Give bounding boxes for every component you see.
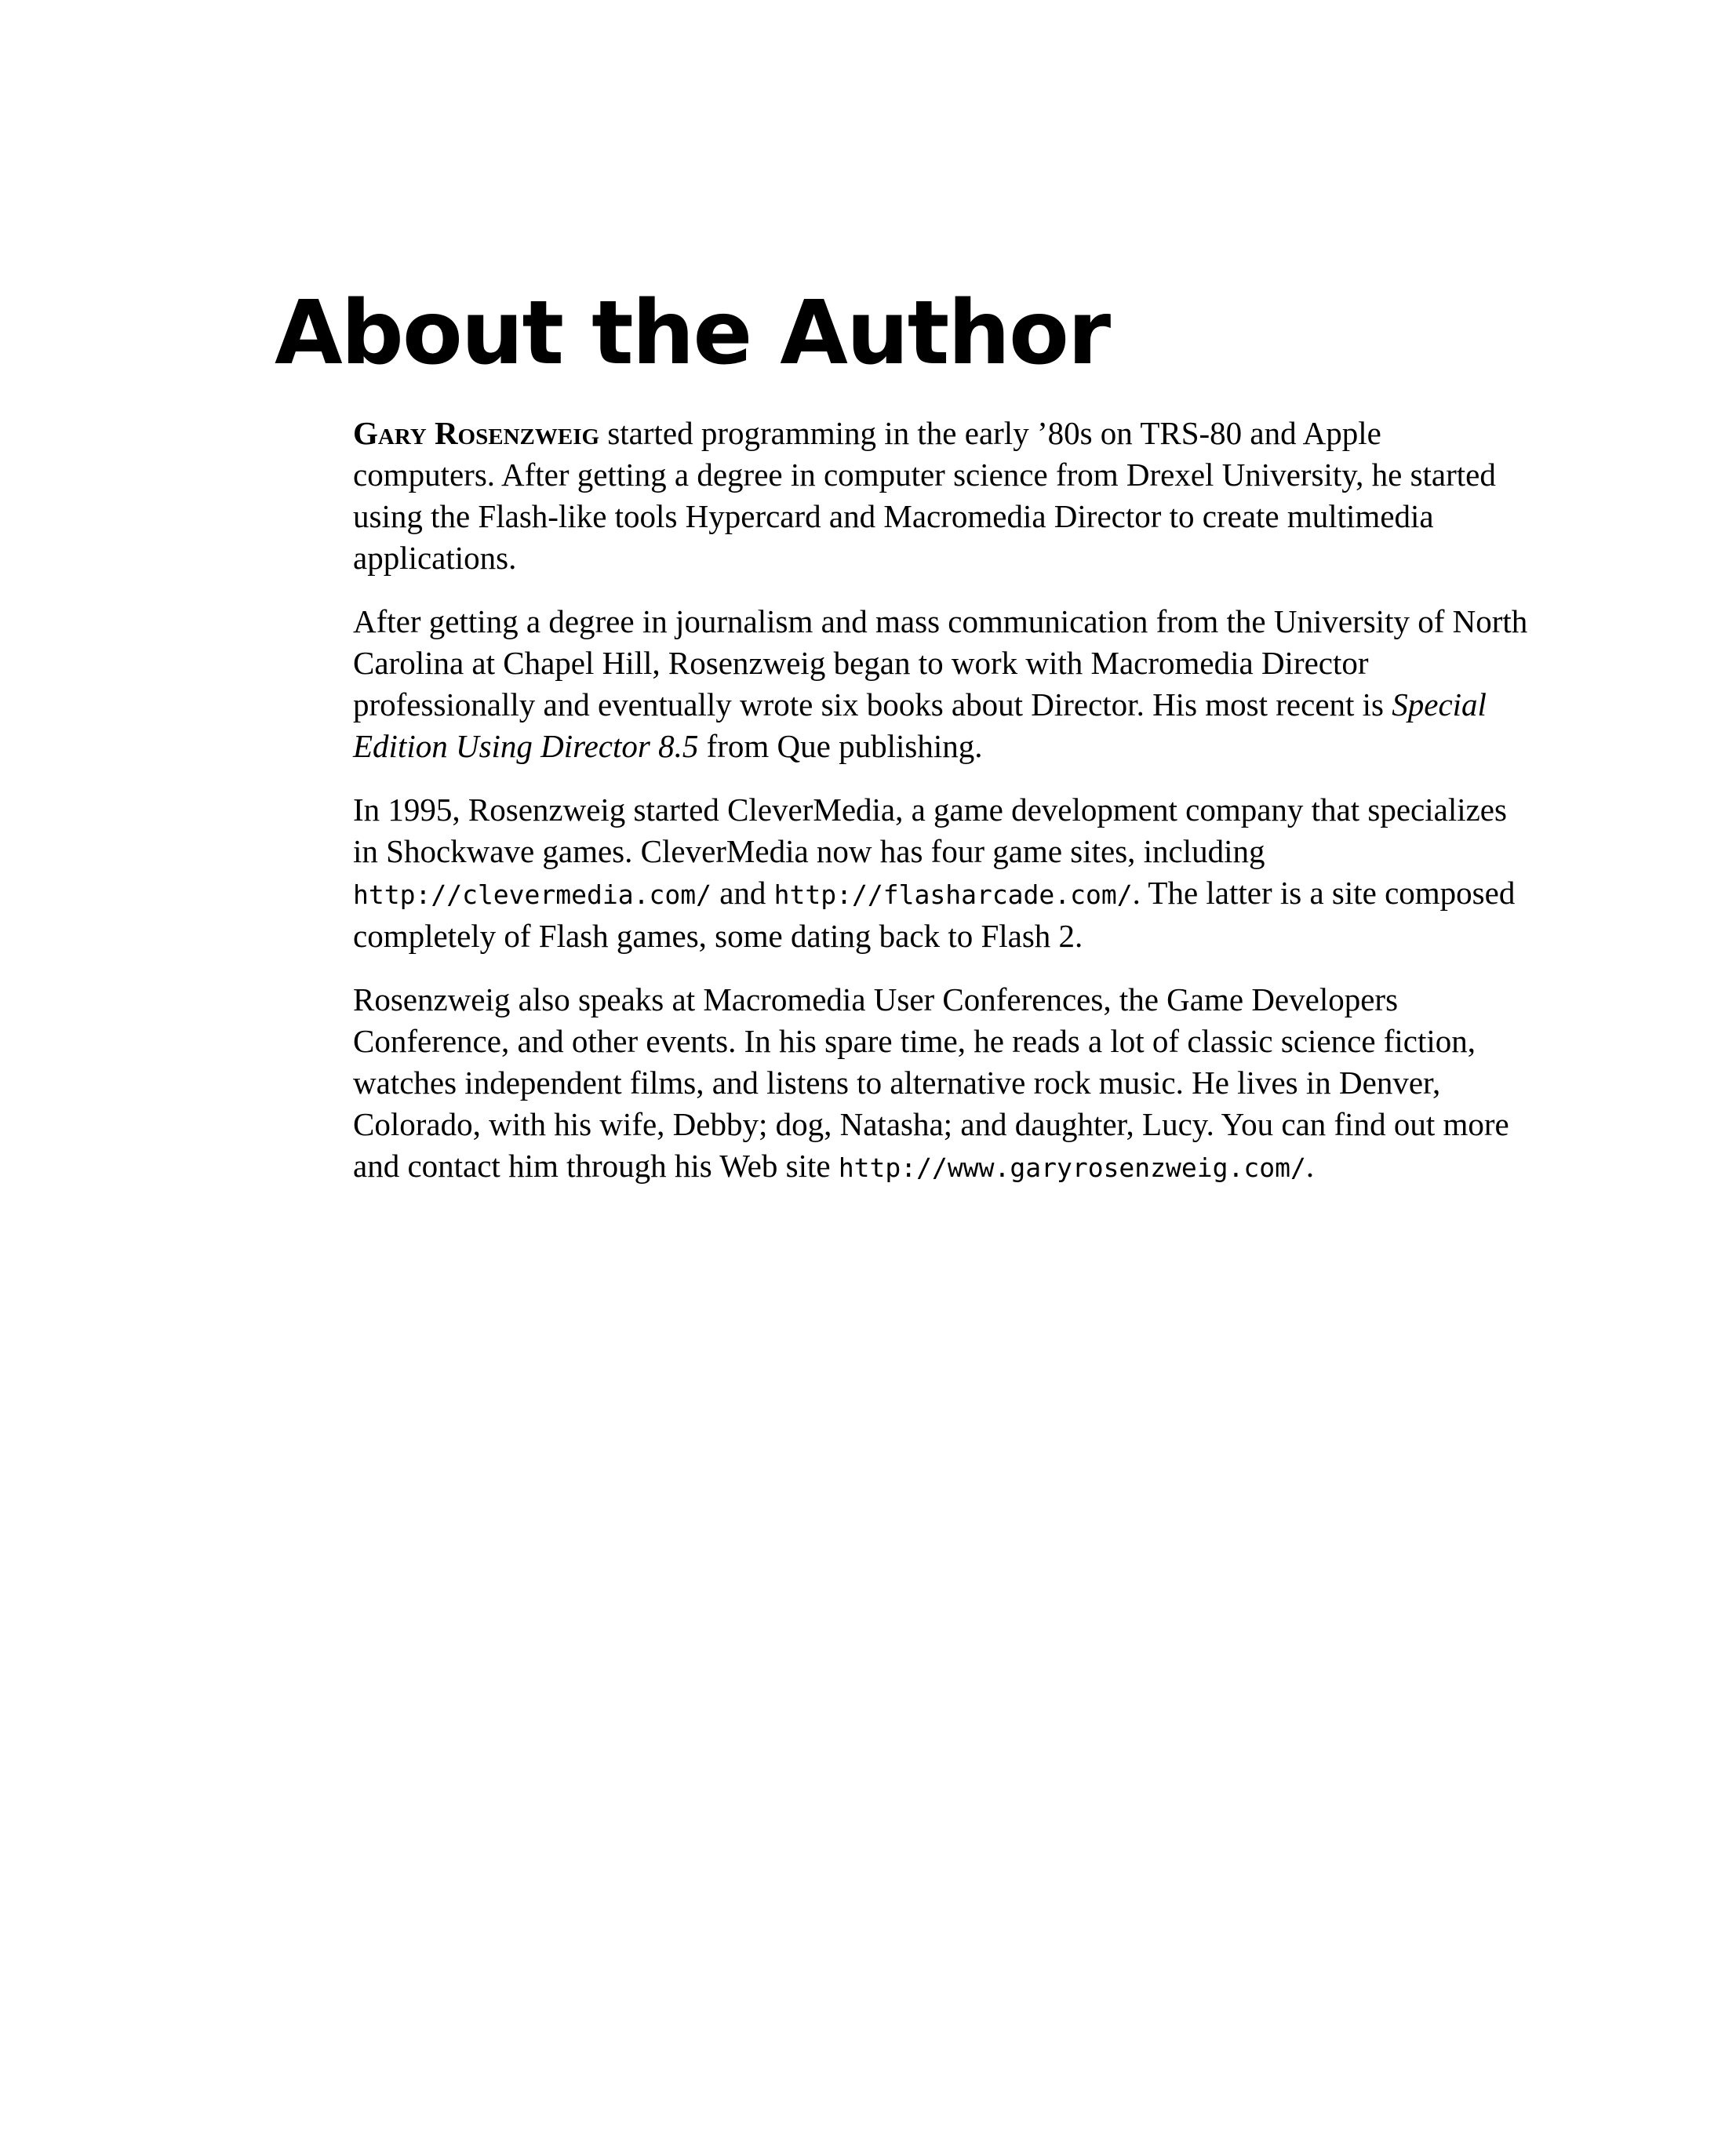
bio-paragraph-2-text-before: After getting a degree in journalism and mass communication from the University of North Carolina at Chapel Hill, Rosenzweig began to work with Macromedia Director professionally and eventually wrote six books about Director. His most recent is [353,603,1528,723]
bio-paragraph-3-text-mid: and [711,875,774,911]
bio-paragraph-1 [353,413,1530,579]
bio-paragraph-2 [353,601,1530,767]
bio-paragraph-3 [353,789,1530,957]
author-name: Gary Rosenzweig [353,415,600,451]
clevermedia-url[interactable]: http://clevermedia.com/ [353,879,712,910]
bio-paragraph-4 [353,979,1530,1188]
author-bio [353,413,1530,1210]
bio-paragraph-2-text-after: from Que publishing. [698,728,983,764]
bio-paragraph-3-text-after: . The latter is a site composed completely of Flash games, some dating back to Flash 2. [353,875,1516,954]
bio-paragraph-4-text-before: Rosenzweig also speaks at Macromedia User Conferences, the Game Developers Conference, and other events. In his spare time, he reads a lot of classic science fiction, watches independent films, and listens to alternative rock music. He lives in Denver, Colorado, with his wife, Debby; dog, Natasha; and daughter, Lucy. You can find out more and contact him through his Web site [353,981,1509,1184]
author-website-url[interactable]: http://www.garyrosenzweig.com/ [838,1152,1306,1183]
page-title: About the Author [275,282,1110,384]
bio-paragraph-1-text: started programming in the early ’80s on TRS-80 and Apple computers. After getting a degree in computer science from Drexel University, he started using the Flash-like tools Hypercard and Macromedia Director to create multimedia applications. [353,415,1496,576]
flasharcade-url[interactable]: http://flasharcade.com/ [773,879,1133,910]
bio-paragraph-3-text-before: In 1995, Rosenzweig started CleverMedia, a game development company that specializes in Shockwave games. CleverMedia now has four game sites, including [353,792,1507,869]
book-title: Special Edition Using Director 8.5 [353,686,1487,764]
bio-paragraph-4-text-after: . [1305,1148,1315,1184]
